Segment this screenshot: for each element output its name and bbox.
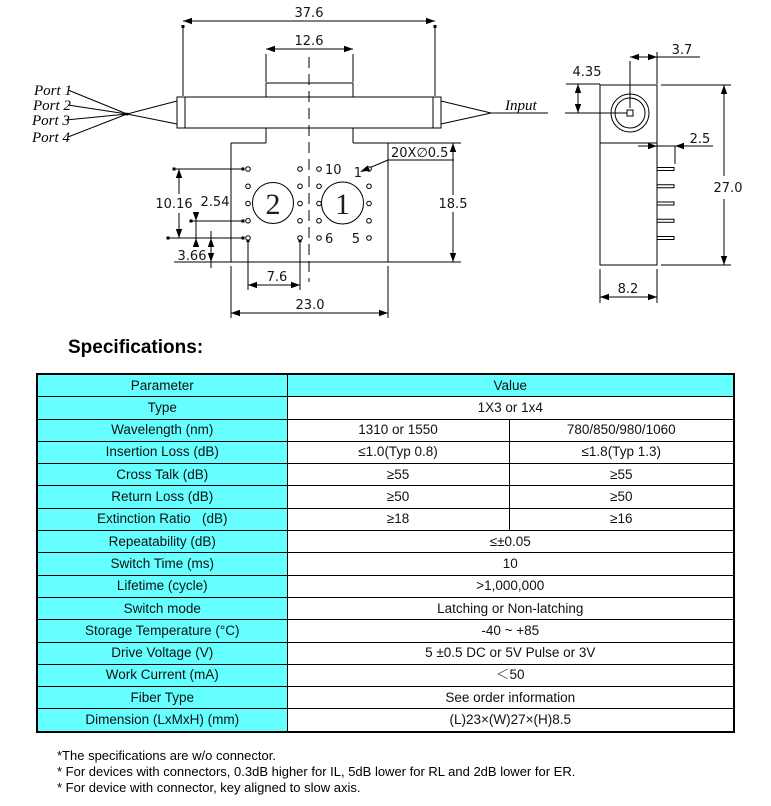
param-cell: Storage Temperature (°C)	[37, 620, 287, 642]
spec-row	[37, 441, 734, 463]
parameter-header: Parameter	[37, 374, 287, 397]
spec-row	[37, 642, 734, 664]
value-cell: (L)23×(W)27×(H)8.5	[287, 709, 734, 732]
dim-pin-cols: 7.6	[266, 270, 288, 285]
value-cell: See order information	[287, 687, 734, 709]
dim-pin-length: 2.5	[689, 132, 711, 147]
param-cell: Switch mode	[37, 597, 287, 619]
param-cell: Cross Talk (dB)	[37, 464, 287, 486]
position-2-label: 2	[265, 188, 281, 221]
param-cell: Dimension (LxMxH) (mm)	[37, 709, 287, 732]
param-cell: Return Loss (dB)	[37, 486, 287, 508]
front-view-linework	[66, 21, 548, 318]
side-view-linework	[565, 52, 731, 303]
port-1-label: Port 1	[34, 83, 72, 99]
value-header: Value	[287, 374, 734, 397]
spec-row	[37, 553, 734, 575]
param-cell: Fiber Type	[37, 687, 287, 709]
param-cell: Drive Voltage (V)	[37, 642, 287, 664]
technical-drawing	[0, 0, 771, 333]
spec-row	[37, 419, 734, 441]
port-2-label: Port 2	[33, 98, 71, 114]
dim-body-height: 18.5	[438, 197, 468, 212]
param-cell: Switch Time (ms)	[37, 553, 287, 575]
spec-row	[37, 531, 734, 553]
specifications-table	[36, 373, 735, 733]
param-cell: Wavelength (nm)	[37, 419, 287, 441]
value-cell: ≥18	[287, 508, 509, 530]
param-cell: Work Current (mA)	[37, 664, 287, 686]
spec-row	[37, 687, 734, 709]
port-3-label: Port 3	[32, 113, 70, 129]
value-cell: ≥50	[509, 486, 734, 508]
hole-callout: 20X∅0.5	[391, 146, 449, 161]
value-cell: ＜50	[287, 664, 734, 686]
spec-row	[37, 597, 734, 619]
param-cell: Type	[37, 397, 287, 419]
dim-pin-bottom: 3.66	[177, 249, 207, 264]
table-header-row	[37, 374, 734, 397]
dim-body-width: 23.0	[295, 298, 325, 313]
dim-pin-span: 10.16	[155, 197, 193, 212]
value-cell: 5 ±0.5 DC or 5V Pulse or 3V	[287, 642, 734, 664]
dim-center-width: 12.6	[294, 34, 324, 49]
value-cell: 10	[287, 553, 734, 575]
param-cell: Repeatability (dB)	[37, 531, 287, 553]
spec-row	[37, 397, 734, 419]
value-cell: ≥16	[509, 508, 734, 530]
spec-row	[37, 575, 734, 597]
value-cell: 1X3 or 1x4	[287, 397, 734, 419]
value-cell: ≥55	[287, 464, 509, 486]
spec-row	[37, 709, 734, 732]
port-4-label: Port 4	[32, 130, 70, 146]
dim-total-width: 37.6	[294, 6, 324, 21]
value-cell: -40 ~ +85	[287, 620, 734, 642]
value-cell: >1,000,000	[287, 575, 734, 597]
dim-height: 27.0	[713, 181, 743, 196]
value-cell: 780/850/980/1060	[509, 419, 734, 441]
input-label: Input	[505, 98, 537, 114]
param-cell: Insertion Loss (dB)	[37, 441, 287, 463]
pin-1-label: 1	[353, 166, 362, 181]
footnote-line: * For devices with connectors, 0.3dB higher for IL, 5dB lower for RL and 2dB lower for ER.	[57, 764, 576, 780]
spec-row	[37, 664, 734, 686]
dim-depth: 8.2	[617, 282, 639, 297]
value-cell: ≤1.0(Typ 0.8)	[287, 441, 509, 463]
value-cell: ≤1.8(Typ 1.3)	[509, 441, 734, 463]
pin-5-label: 5	[351, 232, 360, 247]
position-1-label: 1	[335, 188, 350, 221]
spec-row	[37, 620, 734, 642]
footnote-line: * For device with connector, key aligned to slow axis.	[57, 780, 361, 796]
param-cell: Lifetime (cycle)	[37, 575, 287, 597]
spec-row	[37, 508, 734, 530]
footnote-line: *The specifications are w/o connector.	[57, 748, 276, 763]
spec-row	[37, 486, 734, 508]
value-cell: Latching or Non-latching	[287, 597, 734, 619]
value-cell: ≥50	[287, 486, 509, 508]
dim-center-offset: 3.7	[671, 43, 693, 58]
spec-row	[37, 464, 734, 486]
pin-6-label: 6	[325, 232, 334, 247]
param-cell: Extinction Ratio (dB)	[37, 508, 287, 530]
dimension-arrowheads	[126, 18, 728, 316]
pin-10-label: 10	[325, 163, 342, 178]
footnotes	[57, 748, 757, 797]
value-cell: ≥55	[509, 464, 734, 486]
dim-top-offset: 4.35	[572, 65, 602, 80]
value-cell: ≤±0.05	[287, 531, 734, 553]
value-cell: 1310 or 1550	[287, 419, 509, 441]
specifications-heading: Specifications:	[68, 337, 204, 358]
dim-pin-pitch: 2.54	[200, 195, 230, 210]
